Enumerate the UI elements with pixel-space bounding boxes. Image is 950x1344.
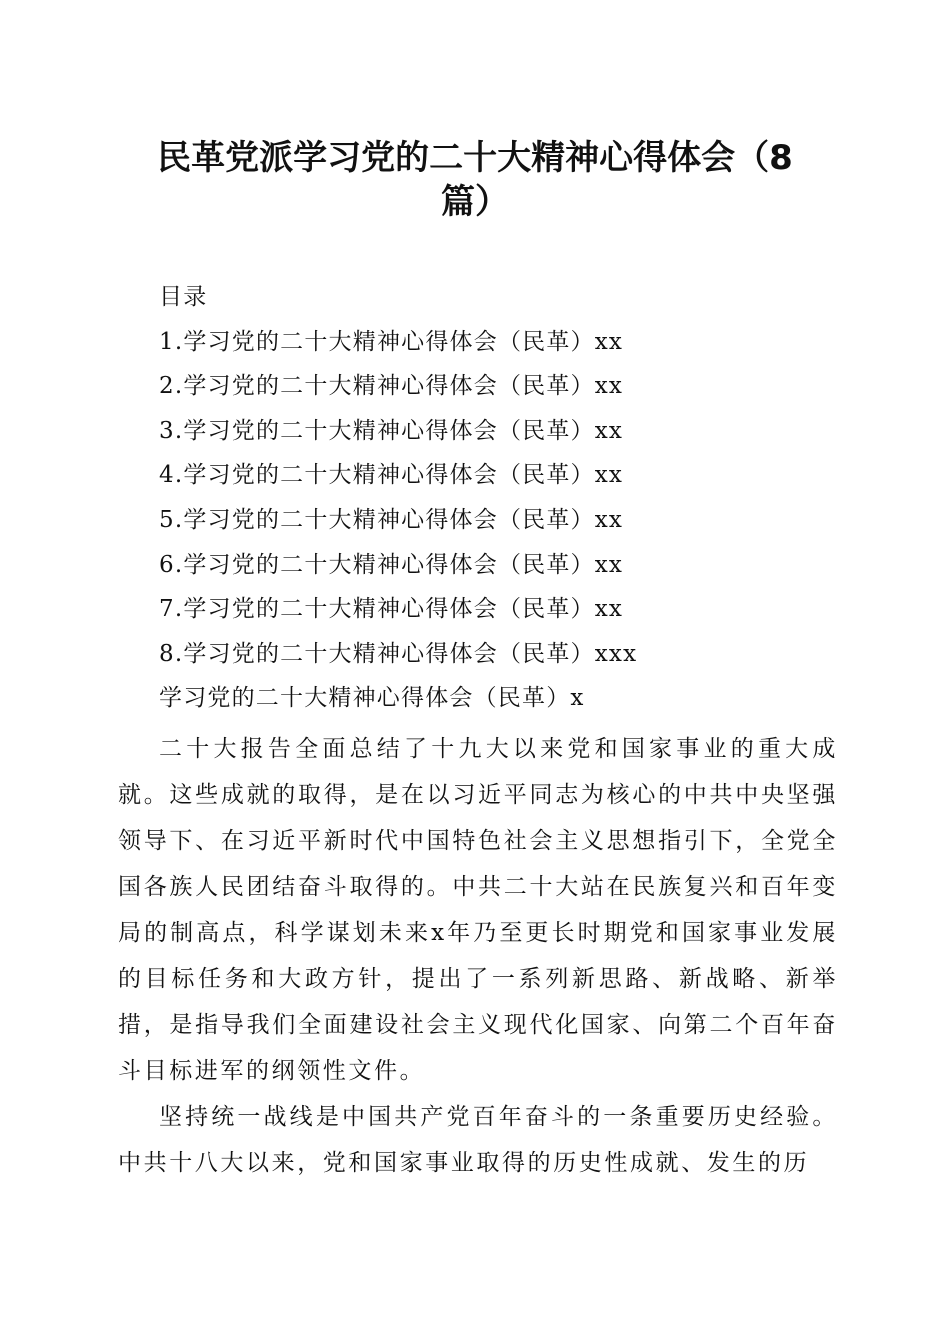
title-line-1: 民革党派学习党的二十大精神心得体会（8 xyxy=(157,138,793,178)
toc-item-4: 4.学习党的二十大精神心得体会（民革）xx xyxy=(159,462,624,489)
table-of-contents xyxy=(159,278,859,724)
toc-item-3: 3.学习党的二十大精神心得体会（民革）xx xyxy=(159,417,624,444)
toc-item-2: 2.学习党的二十大精神心得体会（民革）xx xyxy=(159,373,624,400)
toc-heading: 目录 xyxy=(159,284,208,310)
title-line-2: 篇） xyxy=(441,182,509,222)
document-title xyxy=(110,136,840,224)
toc-item-7: 7.学习党的二十大精神心得体会（民革）xx xyxy=(159,596,624,623)
toc-item-5: 5.学习党的二十大精神心得体会（民革）xx xyxy=(159,506,624,533)
paragraph-1: 二十大报告全面总结了十九大以来党和国家事业的重大成就。这些成就的取得，是在以习近平同志为核心的中共中央坚强领导下、在习近平新时代中国特色社会主义思想指引下，全党全国各族人民团结奋斗取得的。中共二十大站在民族复兴和百年变局的制高点，科学谋划未来x年乃至更长时期党和国家事业发展的目标任务和大政方针，提出了一系列新思路、新战略、新举措，是指导我们全面建设社会主义现代化国家、向第二个百年奋斗目标进军的纲领性文件。 xyxy=(118,736,838,1084)
paragraph-2: 坚持统一战线是中国共产党百年奋斗的一条重要历史经验。中共十八大以来，党和国家事业取得的历史性成就、发生的历 xyxy=(118,1104,838,1176)
toc-item-6: 6.学习党的二十大精神心得体会（民革）xx xyxy=(159,551,624,578)
body-text xyxy=(118,726,838,1186)
section-heading: 学习党的二十大精神心得体会（民革）x xyxy=(159,685,585,712)
toc-item-1: 1.学习党的二十大精神心得体会（民革）xx xyxy=(159,328,624,355)
toc-item-8: 8.学习党的二十大精神心得体会（民革）xxx xyxy=(159,640,638,667)
